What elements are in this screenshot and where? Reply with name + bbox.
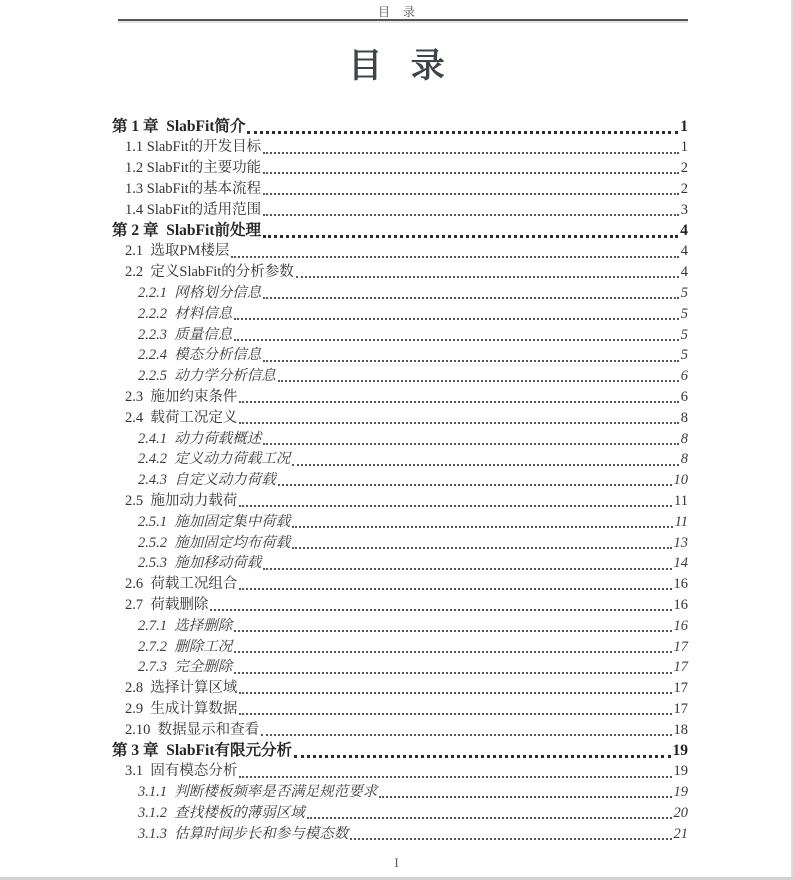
toc-entry[interactable]	[112, 615, 688, 636]
toc-entry-label: 2.7.3 完全删除	[138, 659, 233, 676]
toc-entry-label: 2.5.1 施加固定集中荷载	[138, 513, 291, 530]
toc-entry-page: 10	[673, 472, 688, 489]
toc-entry[interactable]	[112, 241, 688, 262]
toc-entry-page: 17	[673, 700, 688, 717]
toc-entry-label: 1.4 SlabFit的适用范围	[125, 201, 262, 218]
toc-entry[interactable]	[112, 802, 688, 823]
toc-entry-page: 17	[673, 638, 688, 655]
toc-entry-label: 2.1 选取PM楼层	[125, 243, 230, 260]
toc-entry-label: 2.2 定义SlabFit的分析参数	[125, 264, 294, 281]
toc-entry[interactable]	[112, 823, 688, 844]
toc-entry-label: 3.1.2 查找楼板的薄弱区域	[138, 804, 305, 821]
toc-entry-label: 2.6 荷载工况组合	[125, 576, 238, 593]
toc-entry-page: 17	[673, 680, 688, 697]
toc-entry-label: 第 1 章 SlabFit简介	[112, 117, 246, 135]
toc-entry[interactable]	[112, 428, 688, 449]
toc-entry-label: 2.2.4 模态分析信息	[138, 347, 262, 364]
toc-entry-label: 3.1.3 估算时间步长和参与模态数	[138, 825, 349, 842]
toc-entry-page: 8	[680, 451, 688, 468]
toc-entry[interactable]	[112, 262, 688, 283]
toc-entry-label: 2.8 选择计算区域	[125, 680, 238, 697]
toc-entry-page: 5	[680, 326, 688, 343]
page-number: I	[394, 855, 399, 870]
toc-entry-label: 2.2.5 动力学分析信息	[138, 368, 276, 385]
toc-entry-page: 14	[673, 555, 688, 572]
toc-entry-page: 1	[680, 117, 688, 135]
toc-entry-label: 2.4 载荷工况定义	[125, 409, 238, 426]
toc-entry[interactable]	[112, 178, 688, 199]
toc-entry[interactable]	[112, 137, 688, 158]
toc-entry[interactable]	[112, 324, 688, 345]
toc-entry-page: 11	[674, 513, 688, 530]
toc-entry-page: 8	[680, 430, 688, 447]
toc-entry[interactable]	[112, 761, 688, 782]
toc-entry-page: 16	[673, 617, 688, 634]
toc-entry[interactable]	[112, 303, 688, 324]
toc-entry-label: 第 2 章 SlabFit前处理	[112, 221, 261, 239]
toc-entry-page: 19	[673, 784, 688, 801]
toc-entry[interactable]	[112, 116, 688, 137]
toc-entry-label: 2.5 施加动力载荷	[125, 492, 238, 509]
toc-entry[interactable]	[112, 553, 688, 574]
toc-entry-label: 3.1 固有模态分析	[125, 763, 238, 780]
toc-entry[interactable]	[112, 407, 688, 428]
toc-entry-label: 2.2.1 网格划分信息	[138, 284, 262, 301]
toc-entry-label: 3.1.1 判断楼板频率是否满足规范要求	[138, 784, 378, 801]
toc-entry-page: 5	[680, 347, 688, 364]
toc-entry[interactable]	[112, 782, 688, 803]
toc-entry-page: 16	[673, 596, 688, 613]
toc-entry[interactable]	[112, 220, 688, 241]
toc-entry-page: 16	[673, 576, 688, 593]
toc-entry-label: 2.3 施加约束条件	[125, 388, 238, 405]
running-header: 目 录	[377, 5, 420, 19]
toc-entry-label: 2.4.3 自定义动力荷载	[138, 472, 276, 489]
toc-entry[interactable]	[112, 574, 688, 595]
toc-entry[interactable]	[112, 345, 688, 366]
toc-entry[interactable]	[112, 698, 688, 719]
toc-entry-page: 21	[673, 825, 688, 842]
page-title: 目 录	[348, 48, 455, 85]
toc-entry[interactable]	[112, 366, 688, 387]
toc-entry-page: 2	[680, 160, 688, 177]
toc-entry-page: 4	[680, 221, 688, 239]
toc-list	[112, 116, 688, 844]
toc-entry[interactable]	[112, 657, 688, 678]
toc-entry-page: 5	[680, 284, 688, 301]
toc-entry[interactable]	[112, 740, 688, 761]
toc-entry-page: 8	[680, 409, 688, 426]
toc-entry-page: 19	[672, 741, 688, 759]
toc-entry-label: 2.2.3 质量信息	[138, 326, 233, 343]
toc-entry-page: 6	[680, 368, 688, 385]
toc-entry-label: 2.7.1 选择删除	[138, 617, 233, 634]
toc-entry-page: 18	[673, 721, 688, 738]
toc-entry-page: 19	[673, 763, 688, 780]
toc-entry-label: 2.2.2 材料信息	[138, 305, 233, 322]
toc-entry[interactable]	[112, 511, 688, 532]
toc-entry-page: 17	[673, 659, 688, 676]
toc-entry-page: 4	[680, 264, 688, 281]
toc-entry-label: 2.4.1 动力荷载概述	[138, 430, 262, 447]
toc-entry-label: 2.5.2 施加固定均布荷载	[138, 534, 291, 551]
toc-entry-label: 2.4.2 定义动力荷载工况	[138, 451, 291, 468]
toc-entry-label: 2.5.3 施加移动荷载	[138, 555, 262, 572]
toc-entry[interactable]	[112, 199, 688, 220]
toc-entry-page: 5	[680, 305, 688, 322]
toc-entry-label: 1.2 SlabFit的主要功能	[125, 160, 262, 177]
toc-entry[interactable]	[112, 470, 688, 491]
toc-entry-label: 2.7 荷载删除	[125, 596, 209, 613]
toc-entry-label: 1.3 SlabFit的基本流程	[125, 180, 262, 197]
toc-entry-label: 2.7.2 删除工况	[138, 638, 233, 655]
toc-entry[interactable]	[112, 386, 688, 407]
toc-entry[interactable]	[112, 490, 688, 511]
toc-entry-page: 20	[673, 804, 688, 821]
toc-entry-page: 6	[680, 388, 688, 405]
toc-entry-label: 1.1 SlabFit的开发目标	[125, 139, 262, 156]
toc-entry[interactable]	[112, 719, 688, 740]
toc-entry[interactable]	[112, 678, 688, 699]
toc-entry-page: 2	[680, 180, 688, 197]
toc-entry-page: 1	[680, 139, 688, 156]
toc-entry[interactable]	[112, 449, 688, 470]
toc-entry-label: 第 3 章 SlabFit有限元分析	[112, 741, 292, 759]
toc-entry[interactable]	[112, 158, 688, 179]
toc-entry-page: 4	[680, 243, 688, 260]
toc-entry[interactable]	[112, 636, 688, 657]
toc-entry-label: 2.9 生成计算数据	[125, 700, 238, 717]
toc-entry-label: 2.10 数据显示和查看	[125, 721, 260, 738]
toc-entry[interactable]	[112, 594, 688, 615]
toc-entry[interactable]	[112, 532, 688, 553]
toc-entry-page: 3	[680, 201, 688, 218]
toc-entry[interactable]	[112, 282, 688, 303]
header-rule	[118, 19, 688, 21]
toc-entry-page: 13	[673, 534, 688, 551]
toc-entry-page: 11	[674, 492, 688, 509]
